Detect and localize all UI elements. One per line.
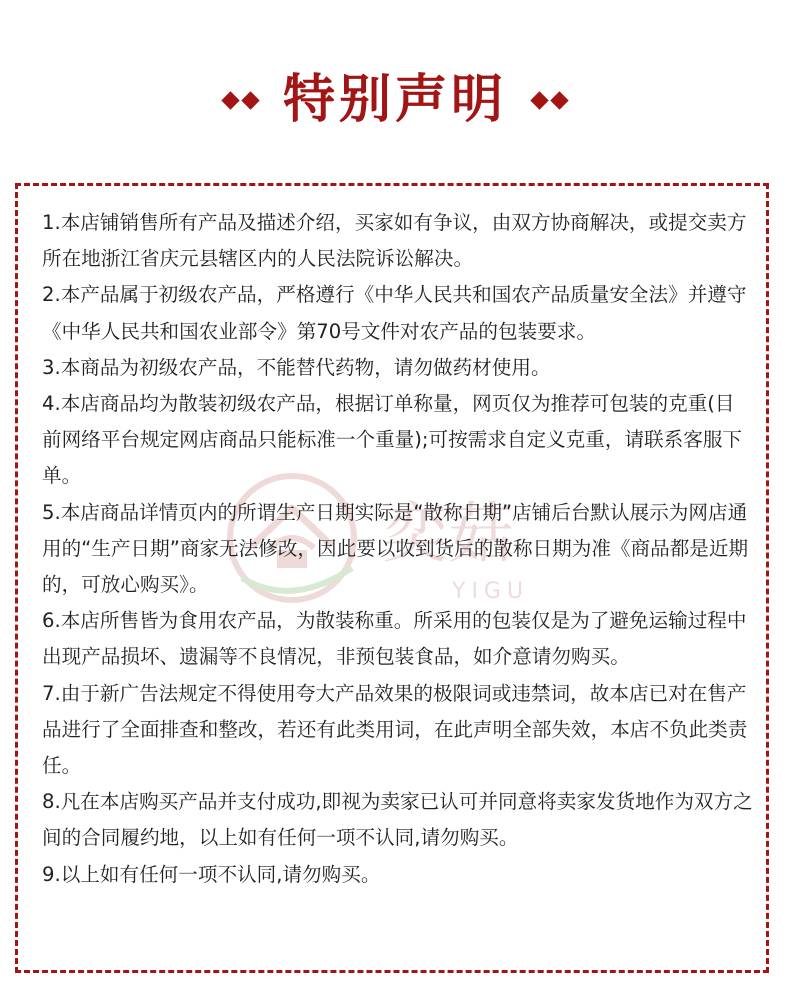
right-diamond-ornament <box>533 94 566 107</box>
statement-item-4: 4.本店商品均为散装初级农产品，根据订单称量，网页仅为推荐可包装的克重(目前网络平台规定网店商品只能标准一个重量);可按需求自定义克重，请联系客服下单。 <box>42 392 743 488</box>
left-diamond-ornament <box>224 94 257 107</box>
watermark-latin-text: YIGU <box>452 579 530 604</box>
statement-item-9: 9.以上如有任何一项不认同,请勿购买。 <box>42 862 381 886</box>
statement-item-8: 8.凡在本店购买产品并支付成功,即视为卖家已认可并同意将卖家发货地作为双方之间的合同履约地，以上如有任何一项不认同,请勿购买。 <box>42 790 753 850</box>
statement-item-5: 5.本店商品详情页内的所谓生产日期实际是“散称日期”店铺后台默认展示为网店通用的“生产日期”商家无法修改，因此要以收到货后的散称日期为准《商品都是近期的，可放心购买》。 <box>42 500 749 597</box>
page-title: 特别声明 <box>282 70 507 130</box>
diamond-icon <box>241 91 259 109</box>
statement-item-2: 2.本产品属于初级农产品，严格遵行《中华人民共和国农产品质量安全法》并遵守《中华人民共和国农业部令》第70号文件对农产品的包装要求。 <box>42 283 747 343</box>
diamond-icon <box>550 91 568 109</box>
statement-item-6: 6.本店所售皆为食用农产品，为散装称重。所采用的包装仅是为了避免运输过程中出现产品损坏、遗漏等不良情况，非预包装食品，如介意请勿购买。 <box>42 609 747 669</box>
statement-item-7: 7.由于新广告法规定不得使用夸大产品效果的极限词或违禁词，故本店已对在售产品进行了全面排查和整改，若还有此类用词，在此声明全部失效，本店不负此类责任。 <box>42 681 748 778</box>
statement-item-1: 1.本店铺销售所有产品及描述介绍，买家如有争议，由双方协商解决，或提交卖方所在地浙江省庆元县辖区内的人民法院诉讼解决。 <box>42 211 747 271</box>
diamond-icon <box>221 91 239 109</box>
watermark-brand-text: 奕菇 <box>382 495 514 572</box>
diamond-icon <box>530 91 548 109</box>
header <box>0 62 790 138</box>
statement-item-3: 3.本商品为初级农产品，不能替代药物，请勿做药材使用。 <box>42 355 551 379</box>
statement-body <box>42 205 754 893</box>
